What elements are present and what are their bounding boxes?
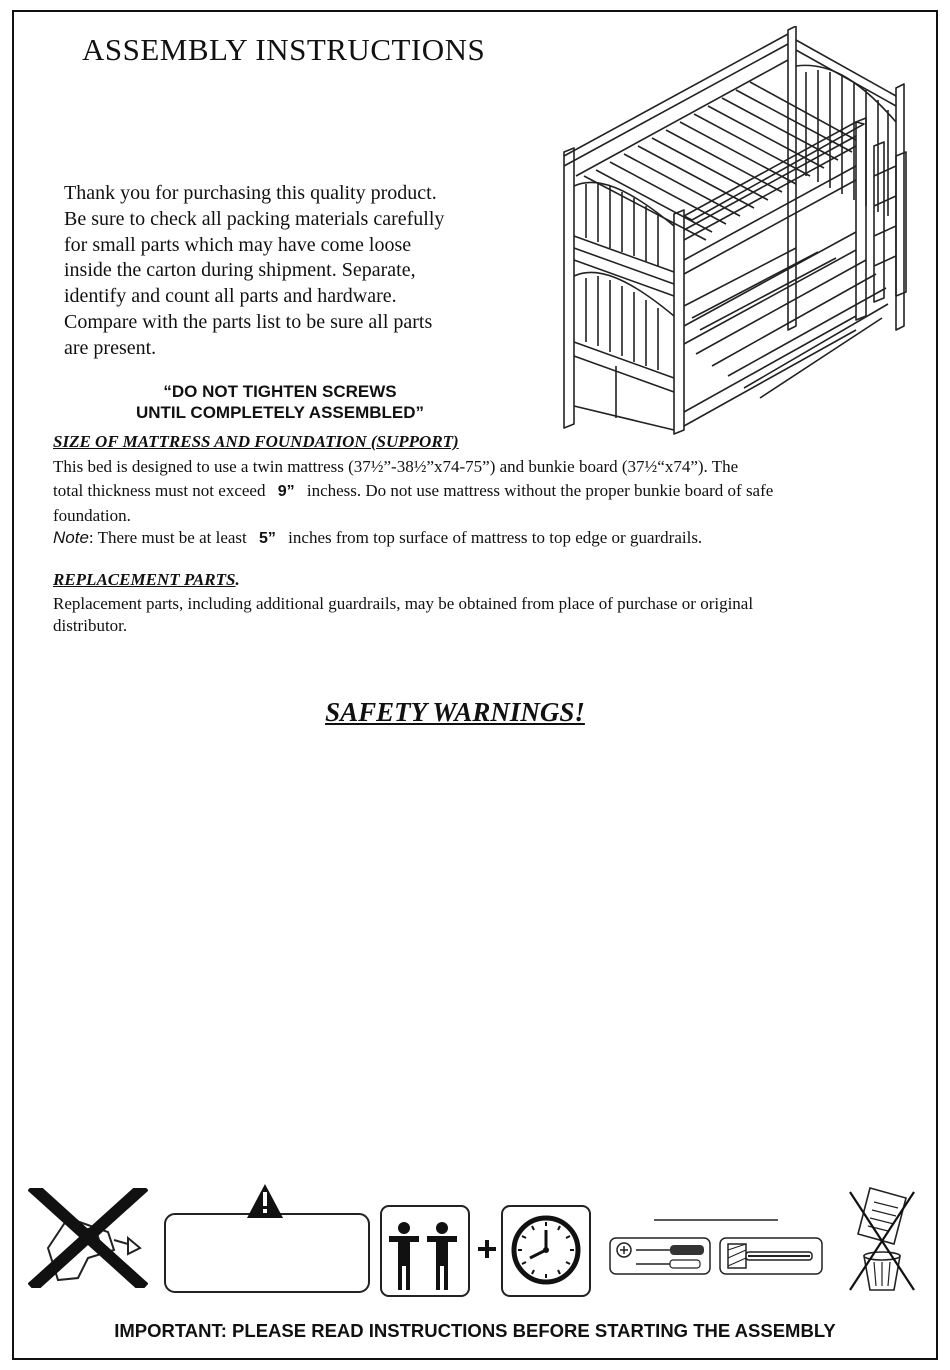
mattress-line-2-end: inchess. Do not use mattress without the proper bunkie board of safe [306,481,774,500]
mattress-section-heading: SIZE OF MATTRESS AND FOUNDATION (SUPPORT) [53,432,459,451]
mattress-line-3: foundation. [53,506,131,525]
replacement-line-1: Replacement parts, including additional guardrails, may be obtained from place of purchase or original [53,594,754,613]
note-text-end: inches from top surface of mattress to top edge or guardrails. [288,528,703,547]
intro-line: are present. [64,336,157,359]
intro-line: Be sure to check all packing materials carefully [64,207,445,230]
note-text-start: : There must be at least [88,528,247,547]
intro-line: for small parts which may have come loose [64,233,412,256]
mattress-line-2 [53,478,773,505]
intro-line: Thank you for purchasing this quality product. [64,182,437,204]
intro-line: identify and count all parts and hardware. [64,285,397,308]
no-power-drill-icon [28,1188,148,1288]
intro-line: inside the carton during shipment. Separate, [64,259,416,282]
pictogram-row [0,1180,950,1295]
tighten-screws-warning [100,381,460,423]
plus-icon [476,1238,498,1260]
mattress-note [53,527,773,550]
replacement-line-2: distributor. [53,616,128,635]
tighten-warning-line: “DO NOT TIGHTEN SCREWS [163,382,397,401]
tighten-warning-line: UNTIL COMPLETELY ASSEMBLED” [135,403,425,422]
safety-heading-text: SAFETY WARNINGS! [325,697,585,727]
replacement-section-text [53,593,753,637]
caution-box-icon [163,1182,373,1294]
clock-icon [500,1204,592,1300]
intro-paragraph [64,181,534,362]
min-gap-value: 5” [259,530,276,547]
bunk-bed-illustration [556,26,916,436]
do-not-discard-instructions-icon [836,1186,926,1296]
intro-line: Compare with the parts list to be sure all parts [64,310,433,333]
replacement-section-heading [53,570,240,590]
important-read-instructions: IMPORTANT: PLEASE READ INSTRUCTIONS BEFORE STARTING THE ASSEMBLY [114,1320,836,1341]
mattress-line-1: This bed is designed to use a twin mattress (37½”-38½”x74-75”) and bunkie board (37½“x74”). The [53,457,739,476]
tools-icon [606,1210,826,1280]
two-people-icon [379,1204,471,1300]
mattress-section-text [53,456,773,550]
page-title: ASSEMBLY INSTRUCTIONS [82,32,486,67]
max-thickness-value: 9” [277,483,295,500]
mattress-line-2-start: total thickness must not exceed [53,481,266,500]
note-label: Note [53,528,89,547]
safety-warnings-heading [0,697,910,728]
replacement-heading-period: . [235,570,240,589]
replacement-heading-text: REPLACEMENT PARTS [53,570,236,589]
